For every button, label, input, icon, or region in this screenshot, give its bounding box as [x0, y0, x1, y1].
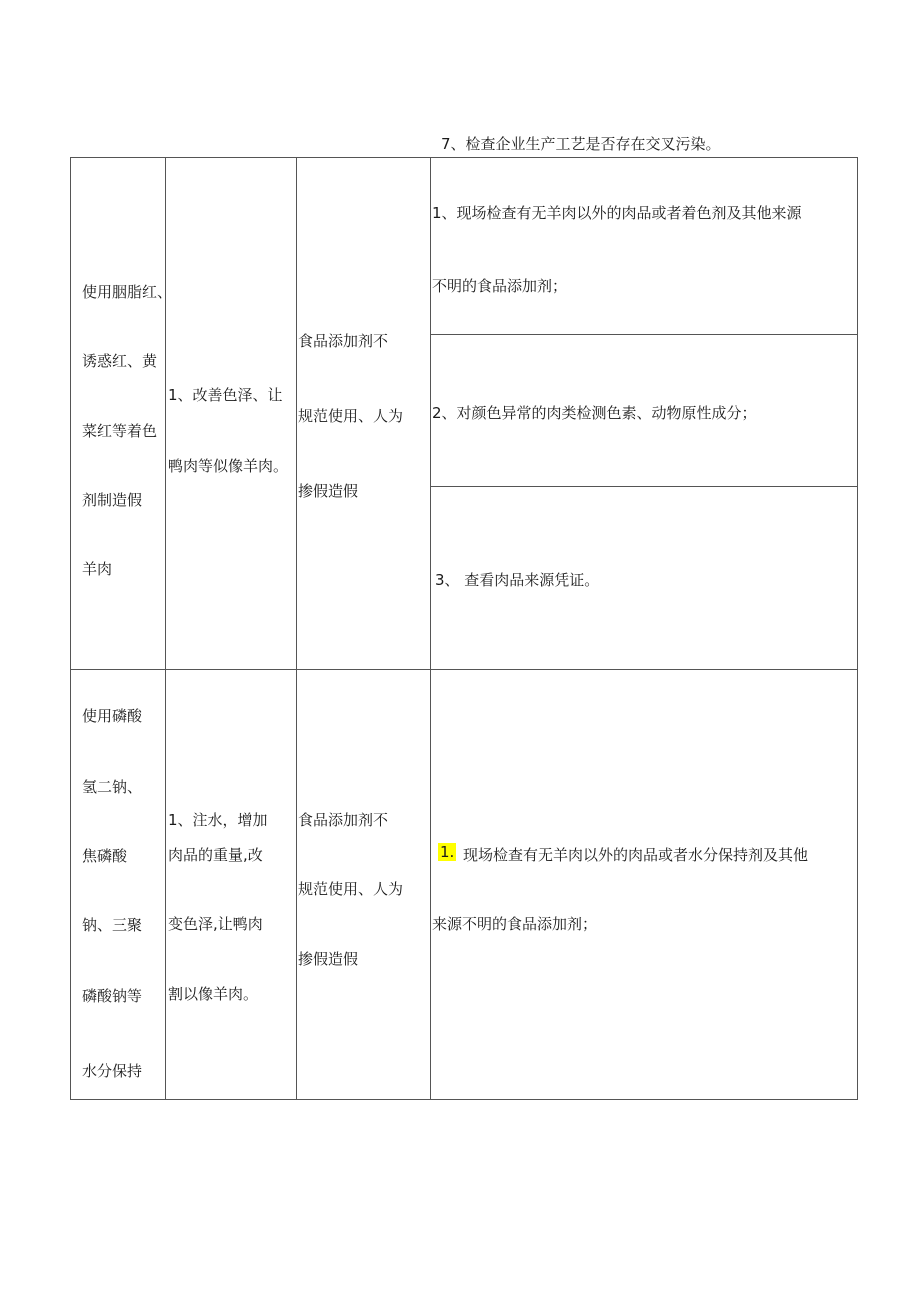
cell-text: 钠、三聚	[82, 916, 143, 934]
check-item-text: 1、现场检查有无羊肉以外的肉品或者着色剂及其他来源	[432, 204, 802, 222]
table-right-border	[857, 157, 858, 1100]
cell-text: 氢二钠、	[82, 778, 143, 796]
cell-text: 磷酸钠等	[82, 987, 143, 1005]
highlighted-number: 1.	[440, 843, 455, 861]
cell-text: 水分保持	[82, 1062, 143, 1080]
cell-text: 规范使用、人为	[298, 407, 404, 425]
check-item-text: 2、对颜色异常的肉类检测色素、动物原性成分；	[432, 404, 757, 422]
cell-text: 割以像羊肉。	[168, 985, 259, 1003]
check-item-text: 现场检查有无羊肉以外的肉品或者水分保持剂及其他	[463, 846, 809, 864]
row-divider	[70, 669, 858, 670]
cell-text: 诱惑红、黄	[82, 352, 158, 370]
col-divider-3	[430, 157, 431, 1100]
cell-text: 羊肉	[82, 560, 113, 578]
cell-text: 1、改善色泽、让	[168, 386, 283, 404]
cell-text: 规范使用、人为	[298, 880, 404, 898]
cell-text: 食品添加剂不	[298, 332, 389, 350]
cell-text: 使用磷酸	[82, 707, 143, 725]
check-item-text: 3、 查看肉品来源凭证。	[435, 571, 600, 589]
header-note: 7、检查企业生产工艺是否存在交叉污染。	[441, 135, 721, 153]
cell-text: 焦磷酸	[82, 847, 128, 865]
cell-text: 鸭肉等似像羊肉。	[168, 457, 289, 475]
cell-text: 掺假造假	[298, 482, 359, 500]
table-bottom-border	[70, 1099, 858, 1100]
row1-check-divider-2	[430, 486, 858, 487]
table-left-border	[70, 157, 71, 1100]
cell-text: 肉品的重量,改	[168, 846, 263, 864]
col-divider-2	[296, 157, 297, 1100]
cell-text: 1、注水，增加	[168, 811, 268, 829]
check-item-marker	[438, 842, 456, 862]
cell-text: 使用胭脂红、	[82, 283, 173, 301]
cell-text: 变色泽,让鸭肉	[168, 915, 263, 933]
cell-text: 菜红等着色	[82, 422, 158, 440]
table-top-border	[70, 157, 858, 158]
check-item-text: 不明的食品添加剂；	[432, 277, 568, 295]
check-item-text: 来源不明的食品添加剂；	[432, 915, 598, 933]
cell-text: 食品添加剂不	[298, 811, 389, 829]
row1-check-divider-1	[430, 334, 858, 335]
cell-text: 掺假造假	[298, 950, 359, 968]
cell-text: 剂制造假	[82, 491, 143, 509]
